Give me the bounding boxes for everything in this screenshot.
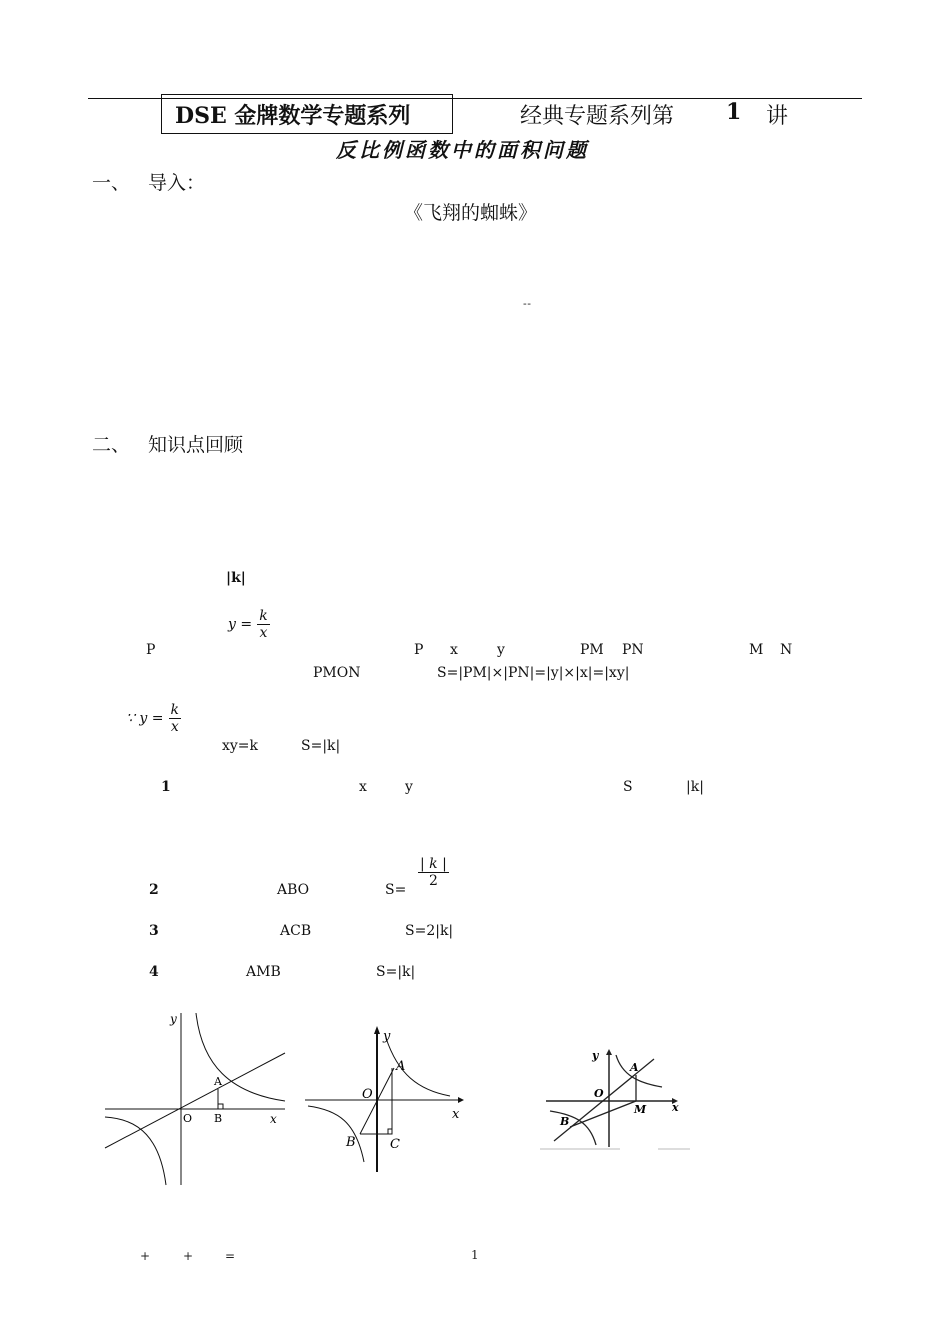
pm-label: PM xyxy=(580,642,604,658)
footer-equals: = xyxy=(225,1249,236,1263)
conclusion-2-denominator: 2 xyxy=(428,873,438,889)
area-formula: S=|PM|×|PN|=|y|×|x|=|xy| xyxy=(437,665,630,681)
fig2-b-label: B xyxy=(346,1135,356,1150)
story-title: 《飞翔的蜘蛛》 xyxy=(404,202,538,224)
conclusion-1-number: 1 xyxy=(161,779,171,795)
fig2-hyperbola-q3 xyxy=(308,1106,364,1162)
page-subtitle: 反比例函数中的面积问题 xyxy=(336,138,589,162)
because-formula xyxy=(126,702,181,735)
conclusion-1-x: x xyxy=(359,779,367,795)
lecture-unit: 讲 xyxy=(766,104,789,129)
fig3-y-arrow xyxy=(606,1049,612,1055)
fig3-a-label: A xyxy=(630,1061,639,1074)
y-axis-label: y xyxy=(497,642,505,658)
point-p-label-2: P xyxy=(414,642,424,658)
k-label: |k| xyxy=(226,570,246,586)
fig1-right-angle xyxy=(218,1104,223,1109)
story-dash: -- xyxy=(523,297,532,310)
page-number: 1 xyxy=(471,1248,480,1262)
figure-3 xyxy=(538,1045,698,1160)
fig1-b-label: B xyxy=(214,1112,223,1125)
fig3-hyperbola-q3 xyxy=(550,1111,596,1145)
triangle-amb-label: AMB xyxy=(246,964,281,980)
fig1-line xyxy=(105,1053,285,1148)
fig3-x-label: x xyxy=(672,1101,679,1114)
fig2-x-arrow xyxy=(458,1097,464,1103)
lecture-number: 1 xyxy=(726,99,742,125)
fig2-c-label: C xyxy=(390,1137,400,1152)
series-title: DSE 金牌数学专题系列 xyxy=(175,103,411,129)
conclusion-2-numerator: | k | xyxy=(420,856,447,872)
footer-plus-1: + xyxy=(140,1249,151,1263)
fig2-y-label: y xyxy=(383,1029,391,1044)
because-fraction xyxy=(169,702,181,735)
section2-title: 知识点回顾 xyxy=(148,434,244,456)
fig2-right-angle xyxy=(388,1129,392,1134)
fraction-denominator: x xyxy=(259,625,268,641)
function-formula xyxy=(228,608,270,641)
xy-equals-k: xy=k xyxy=(222,738,259,754)
because-denominator: x xyxy=(170,719,179,735)
function-fraction xyxy=(257,608,269,641)
rectangle-pmon-label: PMON xyxy=(313,665,361,681)
conclusion-2-fraction xyxy=(418,856,449,889)
fig3-bm-segment xyxy=(570,1101,636,1127)
fig3-m-label: M xyxy=(634,1103,647,1116)
triangle-abo-label: ABO xyxy=(277,882,310,898)
because-numerator: k xyxy=(170,702,180,718)
x-axis-label: x xyxy=(450,642,458,658)
because-lhs: ∵ y = xyxy=(126,710,164,727)
fig2-x-label: x xyxy=(452,1107,460,1122)
fig3-o-label: O xyxy=(594,1087,604,1100)
footer-plus-2: + xyxy=(183,1249,194,1263)
fig3-line xyxy=(554,1059,654,1141)
point-p-label: P xyxy=(146,642,156,658)
conclusion-3-s: S=2|k| xyxy=(405,923,454,939)
fraction-numerator: k xyxy=(259,608,268,624)
point-m-label: M xyxy=(749,642,764,658)
fig1-hyperbola-q1 xyxy=(196,1013,285,1101)
conclusion-4-s: S=|k| xyxy=(376,964,416,980)
conclusion-4-number: 4 xyxy=(149,964,159,980)
conclusion-2-s: S= xyxy=(385,882,407,898)
function-lhs: y = xyxy=(228,616,253,633)
section1-title: 导入： xyxy=(148,172,206,194)
fig2-a-label: A xyxy=(396,1059,406,1074)
point-n-label: N xyxy=(780,642,793,658)
fig2-o-label: O xyxy=(362,1087,373,1102)
fig1-x-label: x xyxy=(270,1112,277,1126)
fig1-a-label: A xyxy=(214,1075,222,1088)
section1-number: 一、 xyxy=(92,172,131,194)
conclusion-3-number: 3 xyxy=(149,923,159,939)
figure-1 xyxy=(100,1005,295,1190)
fig1-o-label: O xyxy=(183,1112,193,1125)
fig1-y-label: y xyxy=(170,1012,177,1026)
pn-label: PN xyxy=(622,642,644,658)
fig3-b-label: B xyxy=(560,1115,570,1128)
fig2-y-arrow xyxy=(374,1026,380,1034)
figure-2 xyxy=(300,1022,470,1182)
conclusion-1-k: |k| xyxy=(686,779,704,795)
conclusion-2-number: 2 xyxy=(149,882,159,898)
conclusion-1-s: S xyxy=(623,779,633,795)
conclusion-1-y: y xyxy=(405,779,413,795)
s-equals-k: S=|k| xyxy=(301,738,341,754)
fig3-y-label: y xyxy=(592,1049,599,1062)
section2-number: 二、 xyxy=(92,434,131,456)
lecture-series: 经典专题系列第 xyxy=(520,104,675,129)
triangle-acb-label: ACB xyxy=(280,923,312,939)
fig1-hyperbola-q3 xyxy=(105,1117,166,1185)
